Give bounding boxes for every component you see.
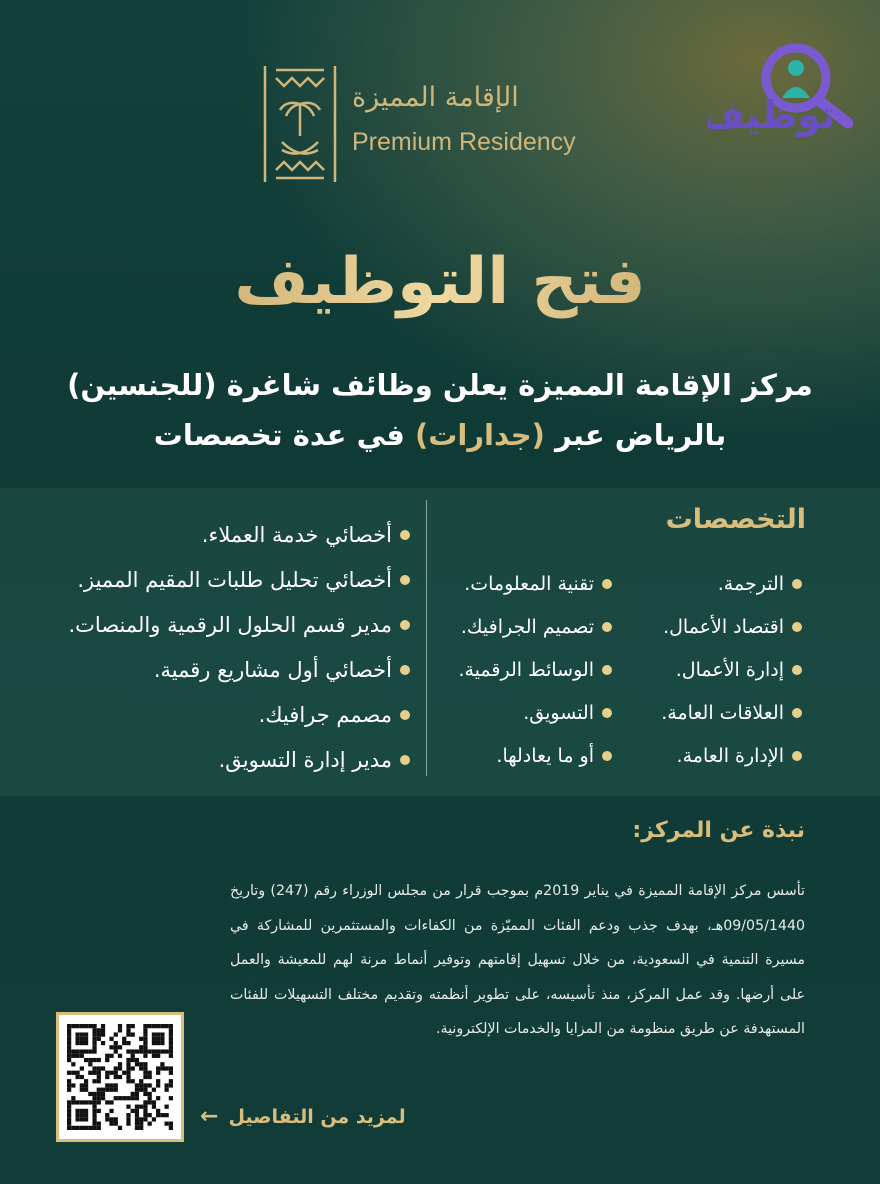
bullet-icon [400,710,410,720]
jobs-list [68,512,410,782]
list-item-text: مدير قسم الحلول الرقمية والمنصات. [68,612,392,637]
list-item [661,648,802,691]
list-item [68,737,410,782]
list-item-text: تقنية المعلومات. [464,572,594,595]
qr-code-icon [67,1023,173,1131]
list-item-text: التسويق. [523,701,594,724]
bullet-icon [602,579,612,589]
subtitle-text: بالرياض عبر [544,418,727,452]
majors-col-1 [661,562,802,777]
subtitle-line-2 [0,418,880,452]
logo-english-text: Premium Residency [352,128,576,156]
list-item-text: مصمم جرافيك. [258,702,392,727]
list-item [661,734,802,777]
qr-code[interactable] [56,1012,184,1142]
list-item-text: العلاقات العامة. [661,701,784,724]
subtitle-line-1: مركز الإقامة المميزة يعلن وظائف شاغرة (للجنسين) [67,368,813,402]
bullet-icon [792,751,802,761]
list-item-text: أو ما يعادلها. [496,744,594,767]
more-details-link[interactable] [200,1104,406,1129]
list-item [661,605,802,648]
list-item-text: الترجمة. [717,572,784,595]
list-item [68,512,410,557]
bullet-icon [602,708,612,718]
magnifier-logo-icon [708,28,858,148]
list-item [68,602,410,647]
list-item [458,648,612,691]
list-item [661,691,802,734]
bullet-icon [400,755,410,765]
list-item-text: تصميم الجرافيك. [460,615,594,638]
more-details-label: لمزيد من التفاصيل [228,1105,406,1128]
jadarat-highlight: (جدارات) [415,418,545,452]
about-paragraph: تأسس مركز الإقامة المميزة في يناير 2019م بموجب قرار من مجلس الوزراء رقم (247) وتاريخ 09/05/1440هـ، بهدف جذب ودعم الفئات المميّزة من الكفاءات والمستثمرين للمشاركة في مسيرة التنمية في السعودية، من خلال تسهيل إقامتهم وتوفير أنماط مرنة لهم للمعيشة والعمل على أرضها. وقد عمل المركز، منذ تأسيسه، على تطوير أنظمته وتقديم مختلف التسهيلات للفئات المستهدفة عن طريق منظومة من المزايا والخدمات الإلكترونية. [230,883,805,1037]
bullet-icon [792,622,802,632]
brand-watermark [708,28,858,148]
list-item [458,734,612,777]
list-item-text: اقتصاد الأعمال. [663,615,784,638]
page-title: فتح التوظيف [0,245,880,319]
bullet-icon [792,579,802,589]
bullet-icon [400,665,410,675]
list-item-text: أخصائي تحليل طلبات المقيم المميز. [77,567,392,592]
list-item [68,557,410,602]
list-item [458,562,612,605]
column-divider [426,500,427,776]
list-item [458,605,612,648]
bullet-icon [792,708,802,718]
list-item [68,647,410,692]
palm-swords-emblem-icon [262,64,338,184]
majors-heading: التخصصات [665,504,806,535]
bullet-icon [400,620,410,630]
list-item-text: أخصائي خدمة العملاء. [201,522,392,547]
list-item [68,692,410,737]
bullet-icon [792,665,802,675]
subtitle-text: في عدة تخصصات [153,418,415,452]
bullet-icon [602,751,612,761]
svg-text:توظيف: توظيف [708,93,836,137]
list-item-text: إدارة الأعمال. [675,658,784,681]
bullet-icon [602,665,612,675]
list-item-text: أخصائي أول مشاريع رقمية. [153,657,392,682]
list-item-text: الإدارة العامة. [676,744,784,767]
bullet-icon [400,530,410,540]
bullet-icon [602,622,612,632]
list-item [458,691,612,734]
list-item-text: مدير إدارة التسويق. [218,747,392,772]
list-item-text: الوسائط الرقمية. [458,658,594,681]
arrow-left-icon: ← [200,1104,219,1129]
majors-col-2 [458,562,612,777]
bullet-icon [400,575,410,585]
about-heading: نبذة عن المركز: [632,818,805,843]
premium-residency-logo [262,64,338,188]
list-item [661,562,802,605]
logo-arabic-text: الإقامة المميزة [352,82,519,113]
